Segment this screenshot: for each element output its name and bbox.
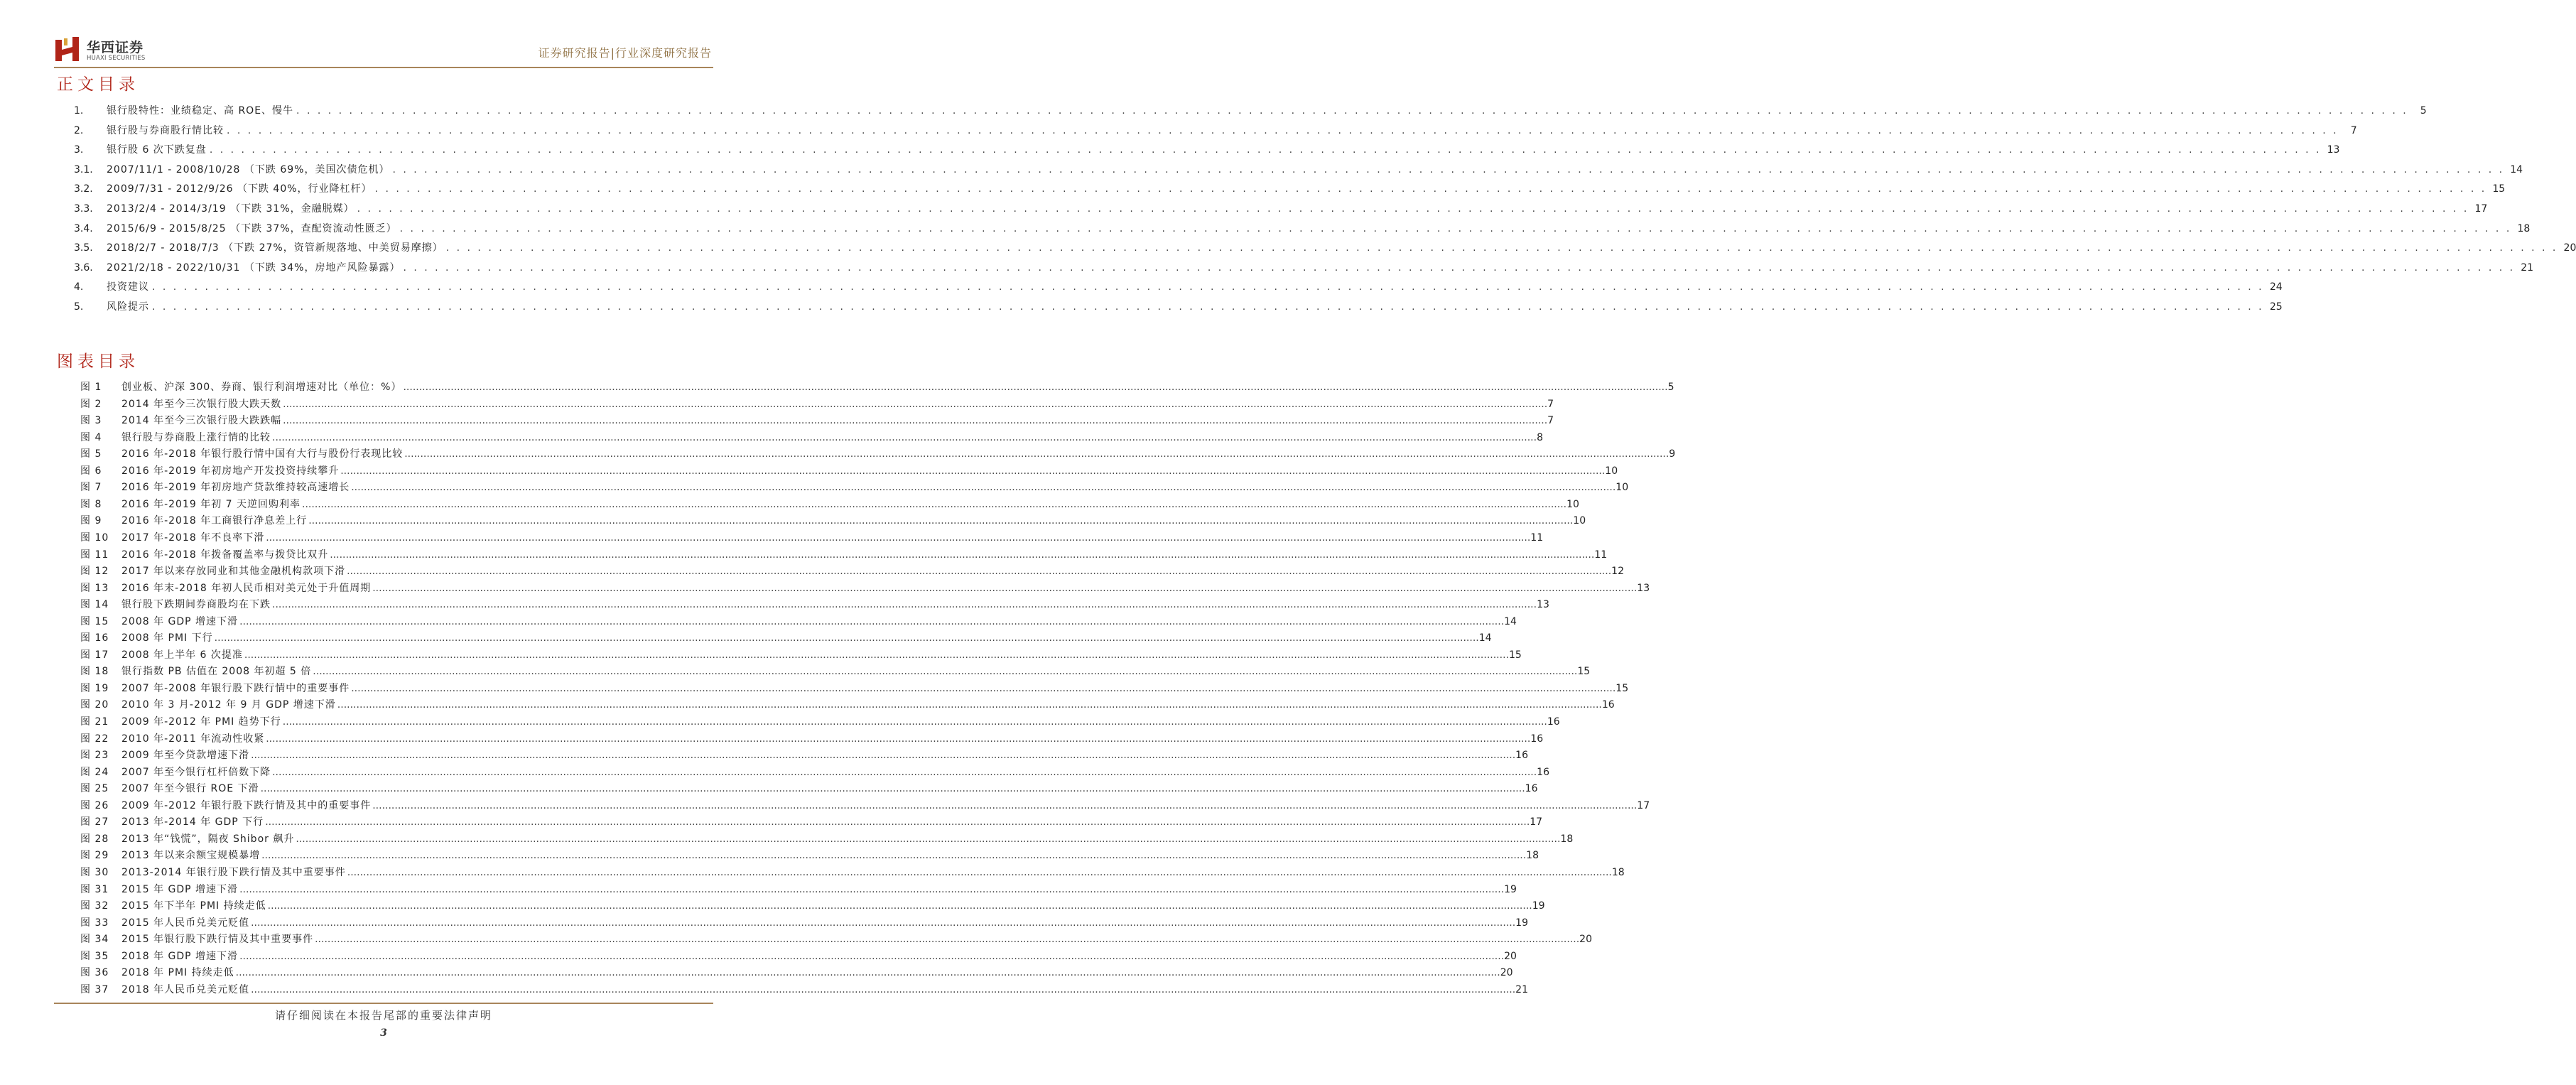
figure-item-page: 20 bbox=[1504, 950, 1517, 962]
toc-item-number: 3.6. bbox=[74, 261, 93, 274]
figure-item[interactable] bbox=[80, 714, 1560, 728]
figure-item[interactable] bbox=[80, 697, 1615, 711]
figure-item[interactable] bbox=[80, 798, 1650, 812]
figure-item-leader: ................................................................................................................................................................................................................................................................................................................................................................................................................ bbox=[296, 833, 1561, 845]
toc-item-title: 2015/6/9 - 2015/8/25 （下跌 37%，查配资流动性匮乏） bbox=[107, 222, 397, 234]
figure-item-number: 图 27 bbox=[80, 816, 109, 828]
figure-item-title: 2014 年至今三次银行股大跌跌幅 bbox=[121, 415, 282, 427]
toc-item-page: 25 bbox=[2269, 301, 2283, 313]
toc-item-title: 2009/7/31 - 2012/9/26 （下跌 40%，行业降杠杆） bbox=[107, 183, 372, 195]
figure-item-number: 图 28 bbox=[80, 833, 109, 845]
toc-item-number: 5. bbox=[74, 301, 84, 313]
figure-item-title: 2014 年至今三次银行股大跌天数 bbox=[121, 398, 282, 410]
figure-item-leader: ................................................................................................................................................................................................................................................................................................................................................................................................................ bbox=[214, 632, 1479, 644]
figure-item-number: 图 5 bbox=[80, 448, 102, 460]
figure-item-title: 2017 年以来存放同业和其他金融机构款项下滑 bbox=[121, 566, 346, 578]
figure-item-page: 19 bbox=[1532, 900, 1545, 912]
figure-item-page: 18 bbox=[1560, 833, 1574, 845]
figure-item[interactable] bbox=[80, 965, 1513, 979]
figure-item-page: 7 bbox=[1547, 398, 1554, 410]
figure-item[interactable] bbox=[80, 814, 1543, 828]
toc-item-leader: . . . . . . . . . . . . . . . . . . . . . . . . . . . . . . . . . . . . . . . . . . . . . . . . . . . . . . . . . . . . . . . . . . . . . . . . . . . . . . . . . . . . . . . . . . . . . . . . . . . . . . . . . . . . . . . . . . . . . . . . . . . . . . . . . . . . . . . . . . . . . . . . . . . . . . . . . . . . . . . . . . . . . . . . . . . . . . . . . . . . . . . . . . . . . . . . . . . . . . . . bbox=[374, 183, 2487, 195]
figure-item-title: 2007 年-2008 年银行股下跌行情中的重要事件 bbox=[121, 682, 350, 694]
figure-item-title: 2018 年 PMI 持续走低 bbox=[121, 967, 234, 979]
figure-item[interactable] bbox=[80, 513, 1586, 527]
figure-item-title: 2015 年人民币兑美元贬值 bbox=[121, 917, 250, 929]
figure-item-title: 2009 年-2012 年银行股下跌行情及其中的重要事件 bbox=[121, 799, 372, 811]
toc-item-leader: . . . . . . . . . . . . . . . . . . . . . . . . . . . . . . . . . . . . . . . . . . . . . . . . . . . . . . . . . . . . . . . . . . . . . . . . . . . . . . . . . . . . . . . . . . . . . . . . . . . . . . . . . . . . . . . . . . . . . . . . . . . . . . . . . . . . . . . . . . . . . . . . . . . . . . . . . . . . . . . . . . . . . . . . . . . . . . . . . . . . . . . . . . . . . . . . . . . . . . . . bbox=[357, 203, 2469, 215]
figure-item-title: 2016 年-2019 年初房地产开发投资持续攀升 bbox=[121, 465, 340, 477]
figure-item[interactable] bbox=[80, 379, 1674, 394]
figure-item[interactable] bbox=[80, 898, 1545, 912]
figure-item-leader: ................................................................................................................................................................................................................................................................................................................................................................................................................ bbox=[272, 766, 1537, 778]
figure-item[interactable] bbox=[80, 882, 1517, 896]
toc-item-leader: . . . . . . . . . . . . . . . . . . . . . . . . . . . . . . . . . . . . . . . . . . . . . . . . . . . . . . . . . . . . . . . . . . . . . . . . . . . . . . . . . . . . . . . . . . . . . . . . . . . . . . . . . . . . . . . . . . . . . . . . . . . . . . . . . . . . . . . . . . . . . . . . . . . . . . . . . . . . . . . . . . . . . . . . . . . . . . . . . . . . . . . . . . . . . . . . . . . . . . . . bbox=[403, 261, 2516, 274]
figure-item-number: 图 13 bbox=[80, 582, 109, 594]
figure-item-number: 图 34 bbox=[80, 934, 109, 946]
figure-item-leader: ................................................................................................................................................................................................................................................................................................................................................................................................................ bbox=[337, 699, 1602, 711]
figure-item-page: 15 bbox=[1616, 682, 1629, 694]
figure-item[interactable] bbox=[80, 681, 1629, 695]
figure-item-title: 2015 年银行股下跌行情及其中重要事件 bbox=[121, 934, 314, 946]
figure-item-leader: ................................................................................................................................................................................................................................................................................................................................................................................................................ bbox=[340, 465, 1606, 477]
figure-item[interactable] bbox=[80, 530, 1544, 544]
figure-item-page: 17 bbox=[1637, 799, 1650, 811]
figure-item-page: 16 bbox=[1537, 766, 1549, 778]
figure-item[interactable] bbox=[80, 865, 1625, 879]
figure-item-number: 图 30 bbox=[80, 866, 109, 878]
figure-item-title: 2016 年-2019 年初 7 天逆回购利率 bbox=[121, 498, 301, 510]
toc-item-page: 17 bbox=[2474, 203, 2488, 215]
figure-item-title: 2013 年-2014 年 GDP 下行 bbox=[121, 816, 264, 828]
figure-item-title: 2013-2014 年银行股下跌行情及其中重要事件 bbox=[121, 866, 346, 878]
figure-item-page: 16 bbox=[1515, 750, 1528, 762]
toc-item[interactable] bbox=[74, 299, 2283, 315]
figure-item[interactable] bbox=[80, 614, 1517, 628]
toc-title: 正文目录 bbox=[57, 75, 139, 94]
figure-item-title: 2010 年-2011 年流动性收紧 bbox=[121, 733, 265, 745]
figure-item-number: 图 2 bbox=[80, 398, 102, 410]
figure-item-page: 10 bbox=[1616, 482, 1629, 494]
figure-item-leader: ................................................................................................................................................................................................................................................................................................................................................................................................................ bbox=[404, 448, 1669, 460]
figure-item-number: 图 20 bbox=[80, 699, 109, 711]
figure-item-leader: ................................................................................................................................................................................................................................................................................................................................................................................................................ bbox=[272, 599, 1537, 611]
figure-item[interactable] bbox=[80, 430, 1543, 444]
figure-item-leader: ................................................................................................................................................................................................................................................................................................................................................................................................................ bbox=[302, 498, 1567, 510]
toc-item[interactable] bbox=[74, 201, 2488, 217]
figure-item-number: 图 24 bbox=[80, 766, 109, 778]
figure-item-page: 15 bbox=[1577, 666, 1591, 678]
figure-item-number: 图 35 bbox=[80, 950, 109, 962]
footer-divider bbox=[54, 1003, 713, 1004]
toc-item-number: 3.4. bbox=[74, 222, 93, 234]
figure-item-number: 图 26 bbox=[80, 799, 109, 811]
figure-item-leader: ................................................................................................................................................................................................................................................................................................................................................................................................................ bbox=[266, 531, 1531, 544]
figure-item-title: 2013 年以来余额宝规模暴增 bbox=[121, 850, 261, 862]
figure-item-page: 12 bbox=[1611, 566, 1624, 578]
figure-item-page: 20 bbox=[1500, 967, 1513, 979]
figure-item[interactable] bbox=[80, 848, 1539, 862]
figure-item-leader: ................................................................................................................................................................................................................................................................................................................................................................................................................ bbox=[347, 566, 1612, 578]
toc-item-title: 银行股特性：业绩稳定、高 ROE、慢牛 bbox=[107, 105, 294, 117]
figure-item-page: 21 bbox=[1515, 983, 1528, 995]
toc-item[interactable] bbox=[74, 221, 2531, 237]
figure-item-leader: ................................................................................................................................................................................................................................................................................................................................................................................................................ bbox=[239, 615, 1505, 627]
toc-item-title: 2021/2/18 - 2022/10/31 （下跌 34%，房地产风险暴露） bbox=[107, 261, 401, 274]
toc-item-leader: . . . . . . . . . . . . . . . . . . . . . . . . . . . . . . . . . . . . . . . . . . . . . . . . . . . . . . . . . . . . . . . . . . . . . . . . . . . . . . . . . . . . . . . . . . . . . . . . . . . . . . . . . . . . . . . . . . . . . . . . . . . . . . . . . . . . . . . . . . . . . . . . . . . . . . . . . . . . . . . . . . . . . . . . . . . . . . . . . . . . . . . . . . . . . . . . . . . . . . . . bbox=[227, 124, 2339, 136]
figure-item-page: 17 bbox=[1530, 816, 1543, 828]
figure-item-leader: ................................................................................................................................................................................................................................................................................................................................................................................................................ bbox=[282, 716, 1547, 728]
figure-item-leader: ................................................................................................................................................................................................................................................................................................................................................................................................................ bbox=[251, 750, 1516, 762]
legal-notice: 请仔细阅读在本报告尾部的重要法律声明 bbox=[274, 1009, 492, 1022]
toc-item-page: 15 bbox=[2492, 183, 2506, 195]
figure-item-page: 14 bbox=[1504, 615, 1517, 627]
toc-item-page: 20 bbox=[2563, 242, 2576, 254]
toc-item-page: 21 bbox=[2521, 261, 2534, 274]
figure-item-title: 2018 年 GDP 增速下滑 bbox=[121, 950, 239, 962]
figure-item-leader: ................................................................................................................................................................................................................................................................................................................................................................................................................ bbox=[283, 398, 1548, 410]
figure-item-number: 图 1 bbox=[80, 382, 102, 393]
figure-item[interactable] bbox=[80, 413, 1554, 427]
toc-item-leader: . . . . . . . . . . . . . . . . . . . . . . . . . . . . . . . . . . . . . . . . . . . . . . . . . . . . . . . . . . . . . . . . . . . . . . . . . . . . . . . . . . . . . . . . . . . . . . . . . . . . . . . . . . . . . . . . . . . . . . . . . . . . . . . . . . . . . . . . . . . . . . . . . . . . . . . . . . . . . . . . . . . . . . . . . . . . . . . . . . . . . . . . . . . . . . . . . . . . . . . . bbox=[152, 281, 2264, 293]
figure-item[interactable] bbox=[80, 747, 1528, 762]
figure-item-page: 19 bbox=[1515, 917, 1528, 929]
figure-item-title: 2007 年至今银行杠杆倍数下降 bbox=[121, 766, 271, 778]
toc-item-page: 24 bbox=[2269, 281, 2283, 293]
figure-item-number: 图 33 bbox=[80, 917, 109, 929]
figure-item-page: 18 bbox=[1526, 850, 1539, 862]
page-number: 3 bbox=[380, 1027, 387, 1039]
figure-item-number: 图 23 bbox=[80, 750, 109, 762]
figure-item-page: 10 bbox=[1605, 465, 1618, 477]
figure-item-number: 图 6 bbox=[80, 465, 102, 477]
figure-item-page: 7 bbox=[1547, 415, 1554, 427]
toc-item-leader: . . . . . . . . . . . . . . . . . . . . . . . . . . . . . . . . . . . . . . . . . . . . . . . . . . . . . . . . . . . . . . . . . . . . . . . . . . . . . . . . . . . . . . . . . . . . . . . . . . . . . . . . . . . . . . . . . . . . . . . . . . . . . . . . . . . . . . . . . . . . . . . . . . . . . . . . . . . . . . . . . . . . . . . . . . . . . . . . . . . . . . . . . . . . . . . . . . . . . . . . bbox=[392, 163, 2505, 176]
figure-item-number: 图 8 bbox=[80, 498, 102, 510]
toc-item[interactable] bbox=[74, 142, 2340, 158]
figure-item-leader: ................................................................................................................................................................................................................................................................................................................................................................................................................ bbox=[260, 783, 1525, 795]
figure-item-title: 2015 年 GDP 增速下滑 bbox=[121, 883, 239, 895]
figure-item-title: 2016 年-2019 年初房地产贷款维持较高速增长 bbox=[121, 482, 350, 494]
toc-item-page: 18 bbox=[2517, 222, 2531, 234]
figure-item-title: 2016 年末-2018 年初人民币相对美元处于升值周期 bbox=[121, 582, 372, 594]
figure-item[interactable] bbox=[80, 630, 1492, 644]
toc-item[interactable] bbox=[74, 181, 2506, 197]
figure-item[interactable] bbox=[80, 915, 1528, 929]
figure-item-title: 2008 年上半年 6 次提准 bbox=[121, 649, 243, 661]
figure-item[interactable] bbox=[80, 647, 1522, 662]
header-divider bbox=[54, 67, 713, 68]
toc-item[interactable] bbox=[74, 123, 2357, 139]
toc-item-number: 1. bbox=[74, 105, 84, 117]
figure-item-page: 16 bbox=[1601, 699, 1615, 711]
figure-item-leader: ................................................................................................................................................................................................................................................................................................................................................................................................................ bbox=[272, 431, 1537, 443]
figure-item-page: 11 bbox=[1594, 549, 1608, 561]
figure-item-number: 图 21 bbox=[80, 716, 109, 728]
figure-item-number: 图 25 bbox=[80, 783, 109, 795]
figure-item-leader: ................................................................................................................................................................................................................................................................................................................................................................................................................ bbox=[315, 934, 1580, 946]
figure-item[interactable] bbox=[80, 463, 1618, 477]
toc-item-page: 5 bbox=[2420, 105, 2427, 117]
figure-item-leader: ................................................................................................................................................................................................................................................................................................................................................................................................................ bbox=[313, 666, 1578, 678]
figure-item-title: 2008 年 GDP 增速下滑 bbox=[121, 615, 239, 627]
toc-item[interactable] bbox=[74, 162, 2523, 178]
figure-item[interactable] bbox=[80, 563, 1624, 578]
figure-item-leader: ................................................................................................................................................................................................................................................................................................................................................................................................................ bbox=[244, 649, 1509, 661]
toc-item-page: 14 bbox=[2510, 163, 2523, 176]
figure-item-leader: ................................................................................................................................................................................................................................................................................................................................................................................................................ bbox=[351, 482, 1616, 494]
figure-item-number: 图 31 bbox=[80, 883, 109, 895]
figure-item-page: 18 bbox=[1611, 866, 1625, 878]
toc-item-page: 13 bbox=[2327, 144, 2340, 156]
figure-item-leader: ................................................................................................................................................................................................................................................................................................................................................................................................................ bbox=[261, 850, 1527, 862]
figure-item-title: 2007 年至今银行 ROE 下滑 bbox=[121, 783, 259, 795]
toc-item-title: 银行股 6 次下跌复盘 bbox=[107, 144, 207, 156]
figure-item-page: 16 bbox=[1530, 733, 1544, 745]
figure-item-number: 图 17 bbox=[80, 649, 109, 661]
figure-item[interactable] bbox=[80, 446, 1676, 460]
figure-item-title: 银行股下跌期间券商股均在下跌 bbox=[121, 599, 271, 611]
figure-item-number: 图 4 bbox=[80, 431, 102, 443]
figure-item-leader: ................................................................................................................................................................................................................................................................................................................................................................................................................ bbox=[251, 917, 1516, 929]
toc-item-title: 2007/11/1 - 2008/10/28 （下跌 69%，美国次债危机） bbox=[107, 163, 390, 176]
toc-item-title: 风险提示 bbox=[107, 301, 149, 313]
figure-item-page: 19 bbox=[1504, 883, 1517, 895]
figure-item-number: 图 37 bbox=[80, 983, 109, 995]
figure-item-page: 10 bbox=[1573, 515, 1586, 527]
figure-item[interactable] bbox=[80, 396, 1554, 411]
figure-item-number: 图 18 bbox=[80, 666, 109, 678]
figure-item-page: 16 bbox=[1547, 716, 1560, 728]
toc-item-title: 银行股与券商股行情比较 bbox=[107, 124, 224, 136]
figure-item-page: 11 bbox=[1530, 531, 1544, 544]
figure-item-title: 2009 年至今贷款增速下滑 bbox=[121, 750, 250, 762]
huaxi-logo-icon bbox=[54, 36, 82, 64]
figure-item[interactable] bbox=[80, 597, 1549, 611]
toc-item-number: 3. bbox=[74, 144, 84, 156]
figure-item-title: 2016 年-2018 年拨备覆盖率与拨贷比双升 bbox=[121, 549, 329, 561]
figure-item[interactable] bbox=[80, 581, 1650, 595]
toc-item-leader: . . . . . . . . . . . . . . . . . . . . . . . . . . . . . . . . . . . . . . . . . . . . . . . . . . . . . . . . . . . . . . . . . . . . . . . . . . . . . . . . . . . . . . . . . . . . . . . . . . . . . . . . . . . . . . . . . . . . . . . . . . . . . . . . . . . . . . . . . . . . . . . . . . . . . . . . . . . . . . . . . . . . . . . . . . . . . . . . . . . . . . . . . . . . . . . . . . . . . . . . bbox=[209, 144, 2322, 156]
logo-english-name: HUAXI SECURITIES bbox=[87, 55, 146, 62]
figure-item-leader: ................................................................................................................................................................................................................................................................................................................................................................................................................ bbox=[372, 799, 1638, 811]
figure-item-title: 2008 年 PMI 下行 bbox=[121, 632, 213, 644]
toc-item-number: 3.2. bbox=[74, 183, 93, 195]
company-logo bbox=[54, 36, 161, 67]
toc-item[interactable] bbox=[74, 103, 2427, 119]
toc-item-number: 3.3. bbox=[74, 203, 93, 215]
figure-item-page: 15 bbox=[1508, 649, 1522, 661]
toc-item[interactable] bbox=[74, 260, 2534, 276]
figure-item-title: 2015 年下半年 PMI 持续走低 bbox=[121, 900, 266, 912]
toc-item-title: 投资建议 bbox=[107, 281, 149, 293]
figure-item[interactable] bbox=[80, 765, 1549, 779]
figure-item-leader: ................................................................................................................................................................................................................................................................................................................................................................................................................ bbox=[283, 415, 1548, 427]
toc-item-title: 2018/2/7 - 2018/7/3 （下跌 27%，资管新规落地、中美贸易摩擦） bbox=[107, 242, 443, 254]
figure-item-title: 2009 年-2012 年 PMI 趋势下行 bbox=[121, 716, 281, 728]
figure-item-title: 银行股与券商股上涨行情的比较 bbox=[121, 431, 271, 443]
figure-item-title: 2016 年-2018 年银行股行情中国有大行与股份行表现比较 bbox=[121, 448, 404, 460]
figure-item[interactable] bbox=[80, 781, 1538, 795]
figure-item-title: 2013 年“钱慌”，隔夜 Shibor 飙升 bbox=[121, 833, 295, 845]
figure-item[interactable] bbox=[80, 982, 1528, 996]
figure-item-number: 图 16 bbox=[80, 632, 109, 644]
toc-item-leader: . . . . . . . . . . . . . . . . . . . . . . . . . . . . . . . . . . . . . . . . . . . . . . . . . . . . . . . . . . . . . . . . . . . . . . . . . . . . . . . . . . . . . . . . . . . . . . . . . . . . . . . . . . . . . . . . . . . . . . . . . . . . . . . . . . . . . . . . . . . . . . . . . . . . . . . . . . . . . . . . . . . . . . . . . . . . . . . . . . . . . . . . . . . . . . . . . . . . . . . . bbox=[399, 222, 2512, 234]
figure-item[interactable] bbox=[80, 547, 1608, 561]
figure-item[interactable] bbox=[80, 664, 1591, 678]
toc-item-leader: . . . . . . . . . . . . . . . . . . . . . . . . . . . . . . . . . . . . . . . . . . . . . . . . . . . . . . . . . . . . . . . . . . . . . . . . . . . . . . . . . . . . . . . . . . . . . . . . . . . . . . . . . . . . . . . . . . . . . . . . . . . . . . . . . . . . . . . . . . . . . . . . . . . . . . . . . . . . . . . . . . . . . . . . . . . . . . . . . . . . . . . . . . . . . . . . . . . . . . . . bbox=[445, 242, 2558, 254]
figure-item[interactable] bbox=[80, 497, 1579, 511]
toc-item-leader: . . . . . . . . . . . . . . . . . . . . . . . . . . . . . . . . . . . . . . . . . . . . . . . . . . . . . . . . . . . . . . . . . . . . . . . . . . . . . . . . . . . . . . . . . . . . . . . . . . . . . . . . . . . . . . . . . . . . . . . . . . . . . . . . . . . . . . . . . . . . . . . . . . . . . . . . . . . . . . . . . . . . . . . . . . . . . . . . . . . . . . . . . . . . . . . . . . . . . . . . bbox=[152, 301, 2264, 313]
figure-item[interactable] bbox=[80, 949, 1517, 963]
figure-item-leader: ................................................................................................................................................................................................................................................................................................................................................................................................................ bbox=[235, 967, 1500, 979]
figure-item-number: 图 14 bbox=[80, 599, 109, 611]
figure-item[interactable] bbox=[80, 831, 1574, 846]
figure-item-leader: ................................................................................................................................................................................................................................................................................................................................................................................................................ bbox=[351, 682, 1616, 694]
toc-item-leader: . . . . . . . . . . . . . . . . . . . . . . . . . . . . . . . . . . . . . . . . . . . . . . . . . . . . . . . . . . . . . . . . . . . . . . . . . . . . . . . . . . . . . . . . . . . . . . . . . . . . . . . . . . . . . . . . . . . . . . . . . . . . . . . . . . . . . . . . . . . . . . . . . . . . . . . . . . . . . . . . . . . . . . . . . . . . . . . . . . . . . . . . . . . . . . . . . . . . . . . . bbox=[296, 105, 2408, 117]
toc-item-number: 3.1. bbox=[74, 163, 93, 176]
figure-item-page: 20 bbox=[1579, 934, 1592, 946]
figure-item-title: 2016 年-2018 年工商银行净息差上行 bbox=[121, 515, 308, 527]
figure-item-number: 图 3 bbox=[80, 415, 102, 427]
figure-item-leader: ................................................................................................................................................................................................................................................................................................................................................................................................................ bbox=[251, 983, 1516, 995]
toc-item[interactable] bbox=[74, 240, 2576, 256]
figure-item-leader: ................................................................................................................................................................................................................................................................................................................................................................................................................ bbox=[403, 382, 1668, 393]
figure-item-page: 16 bbox=[1525, 783, 1538, 795]
figure-item-number: 图 36 bbox=[80, 967, 109, 979]
figure-item-title: 创业板、沪深 300、券商、银行利润增速对比（单位：%） bbox=[121, 382, 402, 393]
figure-item-leader: ................................................................................................................................................................................................................................................................................................................................................................................................................ bbox=[265, 816, 1530, 828]
figure-item-leader: ................................................................................................................................................................................................................................................................................................................................................................................................................ bbox=[347, 866, 1612, 878]
figure-item-leader: ................................................................................................................................................................................................................................................................................................................................................................................................................ bbox=[266, 733, 1531, 745]
toc-item-number: 4. bbox=[74, 281, 84, 293]
toc-item-page: 7 bbox=[2350, 124, 2357, 136]
figure-item-leader: ................................................................................................................................................................................................................................................................................................................................................................................................................ bbox=[308, 515, 1574, 527]
toc-item[interactable] bbox=[74, 279, 2283, 295]
figures-title: 图表目录 bbox=[57, 352, 139, 371]
figure-item-page: 5 bbox=[1667, 382, 1674, 393]
toc-item-number: 2. bbox=[74, 124, 84, 136]
figure-item[interactable] bbox=[80, 480, 1629, 494]
figure-item-title: 2010 年 3 月-2012 年 9 月 GDP 增速下滑 bbox=[121, 699, 336, 711]
figure-item-number: 图 9 bbox=[80, 515, 102, 527]
toc-item-number: 3.5. bbox=[74, 242, 93, 254]
figure-item-number: 图 7 bbox=[80, 482, 102, 494]
figure-item-page: 13 bbox=[1537, 599, 1549, 611]
figure-item-leader: ................................................................................................................................................................................................................................................................................................................................................................................................................ bbox=[239, 883, 1505, 895]
figure-item-leader: ................................................................................................................................................................................................................................................................................................................................................................................................................ bbox=[267, 900, 1532, 912]
figure-item-number: 图 32 bbox=[80, 900, 109, 912]
figure-item-page: 10 bbox=[1566, 498, 1579, 510]
figure-item-title: 2018 年人民币兑美元贬值 bbox=[121, 983, 250, 995]
figure-item-number: 图 22 bbox=[80, 733, 109, 745]
figure-item-number: 图 15 bbox=[80, 615, 109, 627]
report-type-label: 证券研究报告|行业深度研究报告 bbox=[538, 46, 712, 60]
figure-item-number: 图 19 bbox=[80, 682, 109, 694]
toc-item-title: 2013/2/4 - 2014/3/19 （下跌 31%，金融脱媒） bbox=[107, 203, 355, 215]
figure-item-page: 8 bbox=[1537, 431, 1543, 443]
figure-item-title: 2017 年-2018 年不良率下滑 bbox=[121, 531, 265, 544]
figure-item-title: 银行指数 PB 估值在 2008 年初超 5 倍 bbox=[121, 666, 312, 678]
logo-chinese-name: 华西证券 bbox=[87, 40, 144, 55]
figure-item-number: 图 10 bbox=[80, 531, 109, 544]
figure-item-number: 图 12 bbox=[80, 566, 109, 578]
figure-item-number: 图 29 bbox=[80, 850, 109, 862]
figure-item[interactable] bbox=[80, 932, 1592, 946]
figure-item-page: 9 bbox=[1669, 448, 1676, 460]
figure-item-page: 13 bbox=[1637, 582, 1650, 594]
figure-item-leader: ................................................................................................................................................................................................................................................................................................................................................................................................................ bbox=[239, 950, 1505, 962]
figure-item-leader: ................................................................................................................................................................................................................................................................................................................................................................................................................ bbox=[372, 582, 1638, 594]
figure-item[interactable] bbox=[80, 731, 1544, 745]
figure-item-number: 图 11 bbox=[80, 549, 109, 561]
figure-item-page: 14 bbox=[1478, 632, 1492, 644]
figure-item-leader: ................................................................................................................................................................................................................................................................................................................................................................................................................ bbox=[330, 549, 1595, 561]
